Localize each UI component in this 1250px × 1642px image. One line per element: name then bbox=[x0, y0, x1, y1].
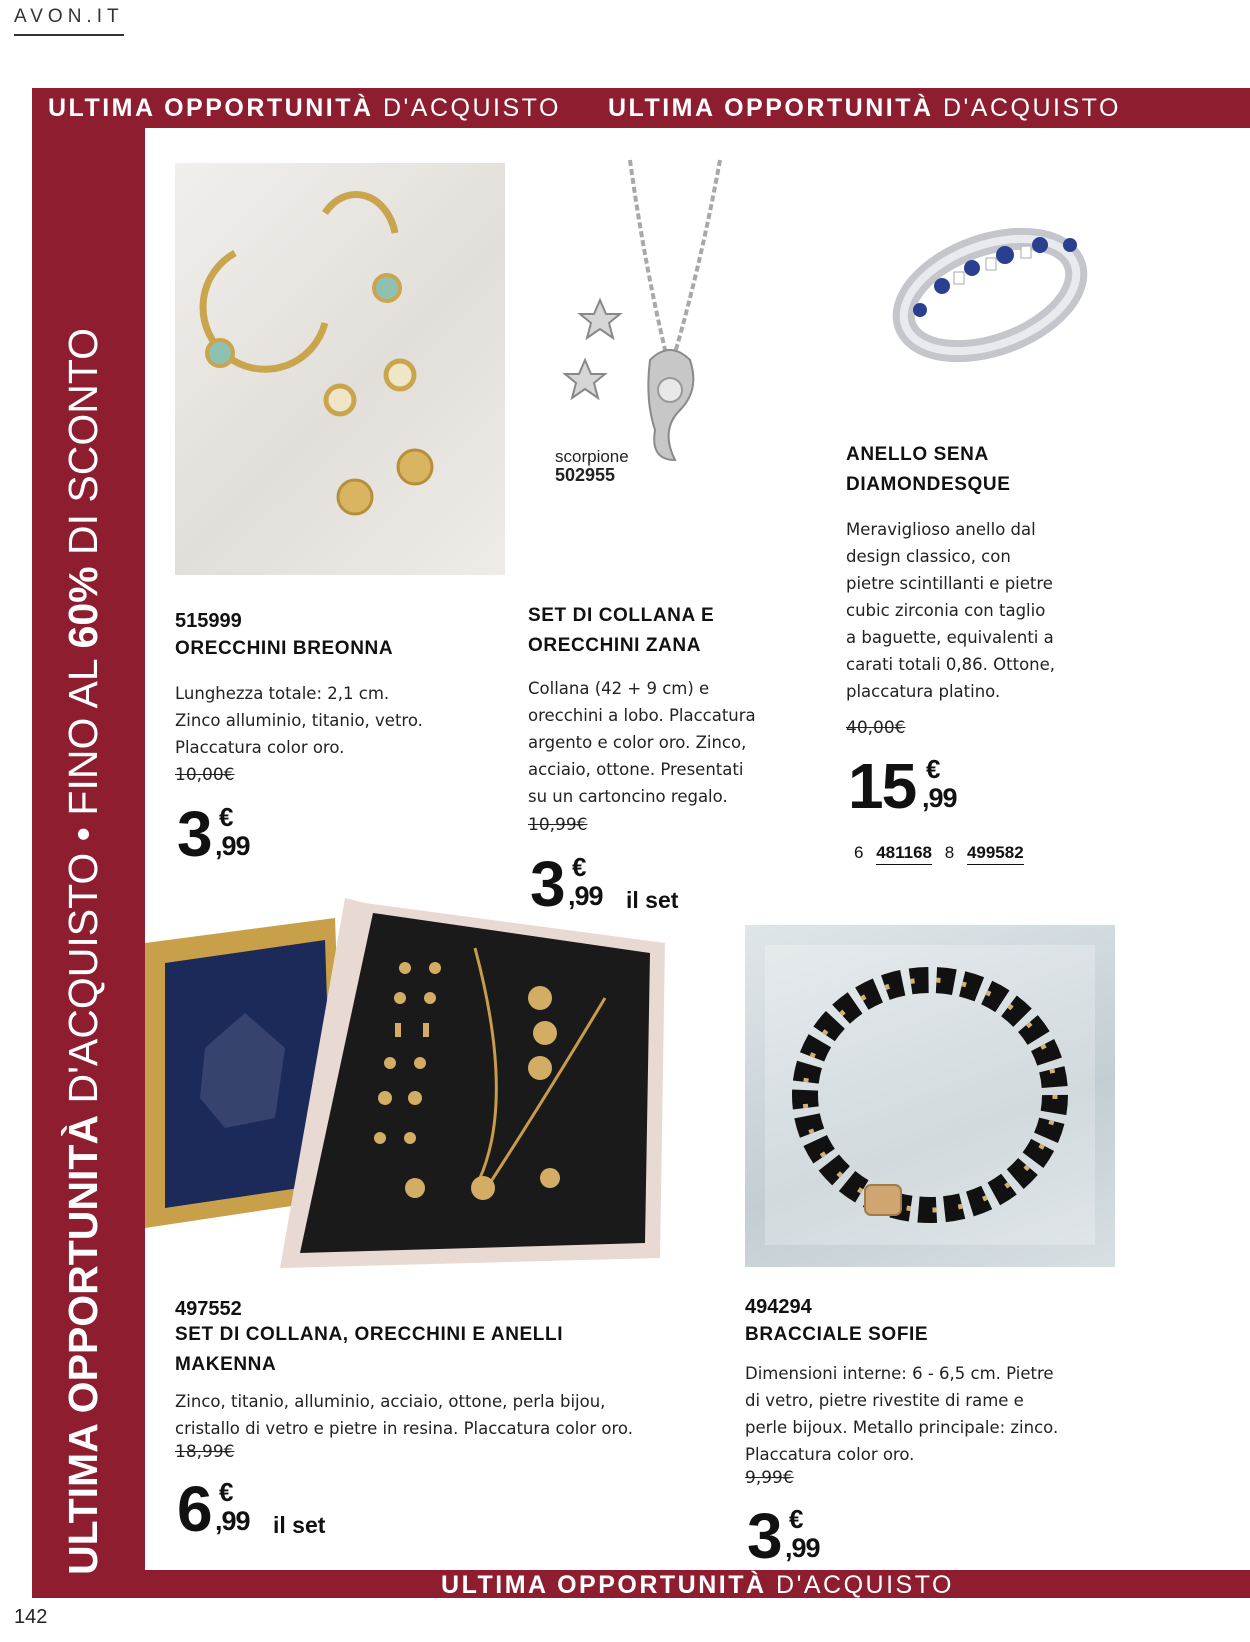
ring-size-variants bbox=[854, 843, 1032, 865]
price: 6 € ,99 il set bbox=[177, 1473, 326, 1545]
price: 15 € ,99 bbox=[848, 750, 957, 822]
top-banner-segment-2: ULTIMA OPPORTUNITÀ D'ACQUISTO bbox=[608, 94, 1121, 122]
product-name: SET DI COLLANA E ORECCHINI ZANA bbox=[528, 605, 715, 656]
product-code: 494294 bbox=[745, 1296, 812, 1318]
variant-code[interactable]: 499582 bbox=[967, 843, 1024, 865]
side-banner: ULTIMA OPPORTUNITÀ D'ACQUISTO • FINO AL 60% DI SCONTO bbox=[60, 327, 106, 1575]
product-name: BRACCIALE SOFIE bbox=[745, 1324, 929, 1345]
brand-logo[interactable]: AVON.IT bbox=[14, 6, 124, 36]
product-name: ORECCHINI BREONNA bbox=[175, 638, 394, 659]
variant-size: 6 bbox=[854, 843, 864, 862]
product-image-earrings-breonna[interactable] bbox=[175, 163, 505, 575]
product-code: 497552 bbox=[175, 1298, 242, 1320]
product-name: SET DI COLLANA, ORECCHINI E ANELLI MAKENNA bbox=[175, 1324, 564, 1375]
product-description: Lunghezza totale: 2,1 cm. Zinco alluminio, titanio, vetro. Placcatura color oro. bbox=[175, 684, 423, 757]
old-price: 10,00€ bbox=[175, 765, 235, 785]
product-description: Dimensioni interne: 6 - 6,5 cm. Pietre di vetro, pietre rivestite di rame e perle bijoux. Metallo principale: zinco. Placcatura color oro. bbox=[745, 1364, 1059, 1464]
product-image-bracciale-sofie[interactable] bbox=[745, 925, 1115, 1267]
product-description: Zinco, titanio, alluminio, acciaio, ottone, perla bijou, cristallo di vetro e pietre in resina. Placcatura color oro. bbox=[175, 1392, 633, 1438]
old-price: 40,00€ bbox=[846, 718, 906, 738]
page-number: 142 bbox=[14, 1606, 48, 1628]
product-description: Collana (42 + 9 cm) e orecchini a lobo. Placcatura argento e color oro. Zinco, acciaio, ottone. Presentati su un cartoncino regalo. bbox=[528, 679, 756, 806]
product-name: ANELLO SENA DIAMONDESQUE bbox=[846, 444, 1011, 495]
top-banner bbox=[32, 90, 1250, 126]
price: 3 € ,99 il set bbox=[530, 848, 679, 920]
variant-size: 8 bbox=[944, 843, 955, 862]
old-price: 9,99€ bbox=[745, 1468, 794, 1488]
product-code: 515999 bbox=[175, 610, 242, 632]
product-image-anello-sena[interactable] bbox=[880, 200, 1090, 380]
product-image-set-makenna[interactable] bbox=[145, 898, 705, 1290]
product-description: Meraviglioso anello dal design classico, con pietre scintillanti e pietre cubic zirconia con taglio a baguette, equivalenti a carati totali 0,86. Ottone, placcatura platino. bbox=[846, 520, 1056, 701]
price: 3 € ,99 bbox=[747, 1500, 820, 1572]
old-price: 10,99€ bbox=[528, 815, 588, 835]
bottom-banner: ULTIMA OPPORTUNITÀ D'ACQUISTO bbox=[441, 1571, 954, 1599]
old-price: 18,99€ bbox=[175, 1442, 235, 1462]
image-label-scorpione: scorpione 502955 bbox=[555, 447, 629, 485]
variant-code[interactable]: 481168 bbox=[876, 843, 932, 865]
top-banner-segment-1: ULTIMA OPPORTUNITÀ D'ACQUISTO bbox=[48, 94, 561, 122]
price: 3 € ,99 bbox=[177, 798, 250, 870]
